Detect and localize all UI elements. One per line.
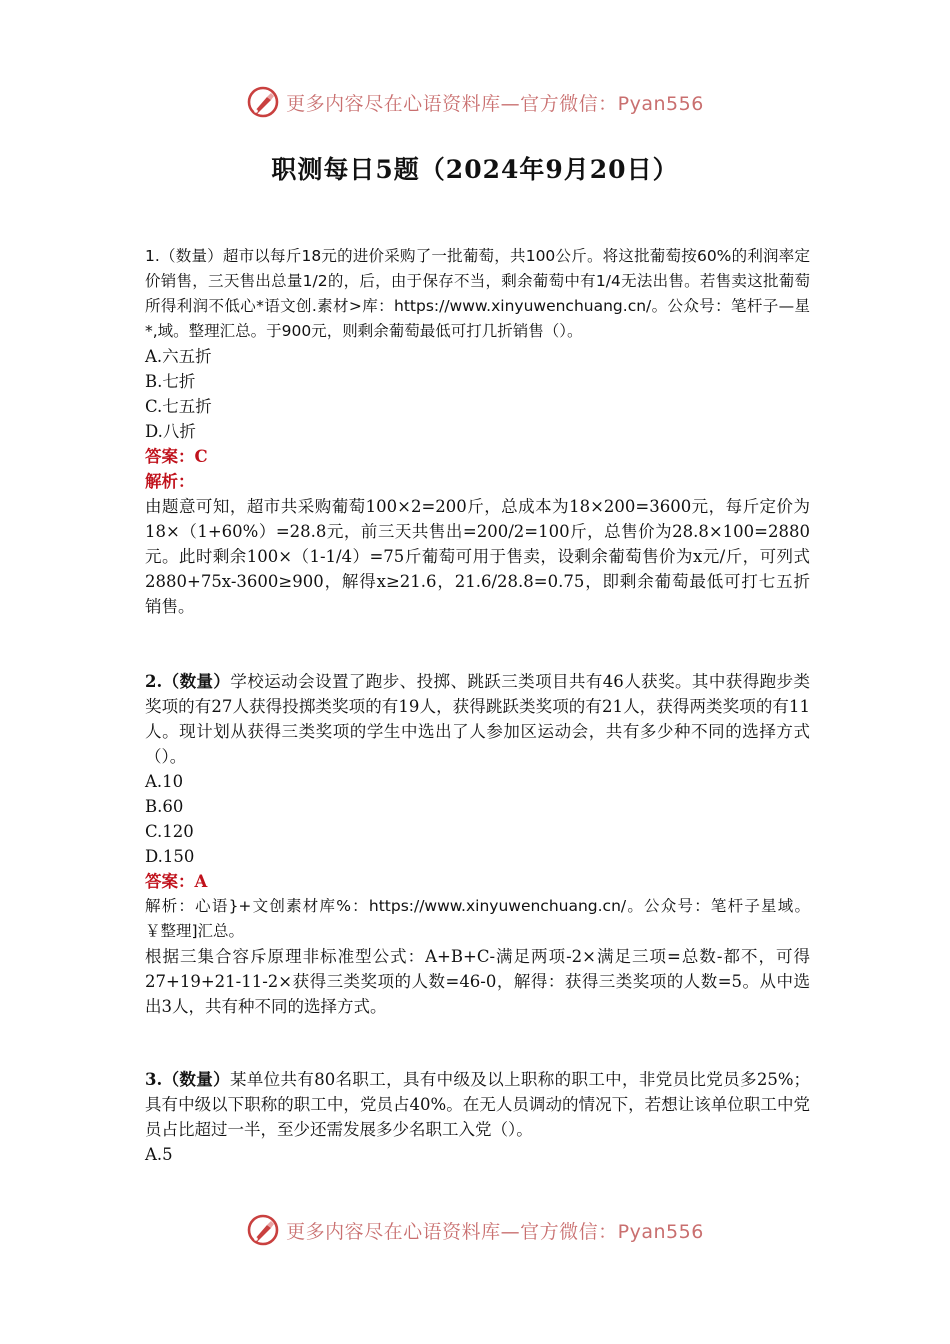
q3-label: 3.（数量） — [145, 1070, 230, 1089]
q3-option-a: A.5 — [145, 1145, 173, 1164]
q2-stem-block — [145, 669, 810, 769]
q3-stem-block — [145, 1067, 810, 1142]
q2-stem: 学校运动会设置了跑步、投掷、跳跃三类项目共有46人获奖。其中获得跑步类奖项的有27人获得投掷类奖项的有19人，获得跳跃类奖项的有21人，获得两类奖项的有11人。现计划从获得三类奖项的学生中选出了人参加区运动会，共有多少种不同的选择方式（）。 — [145, 672, 810, 766]
q1-stem: 1.（数量）超市以每斤18元的进价采购了一批葡萄，共100公斤。将这批葡萄按60%的利润率定价销售，三天售出总量1/2的，后，由于保存不当，剩余葡萄中有1/4无法出售。若售卖这批葡萄所得利润不低心*语文创.素材>库：https://www.xinyuwenchuang.cn/。公众号：笔杆子—星*,域。整理汇总。于900元，则剩余葡萄最低可打几折销售（）。 — [145, 247, 810, 340]
q2-option-a: A.10 — [145, 772, 184, 791]
page-title: 职测每日5题（2024年9月20日） — [271, 155, 679, 184]
q2-analysis: 根据三集合容斥原理非标准型公式：A+B+C-满足两项-2×满足三项=总数-都不，可得27+19+21-11-2×获得三类奖项的人数=46-0，解得：获得三类奖项的人数=5。从中选出3人，共有种不同的选择方式。 — [145, 947, 810, 1016]
q1-option-b: B.七折 — [145, 372, 196, 391]
q1-option-d: D.八折 — [145, 422, 196, 441]
q3-stem: 某单位共有80名职工，具有中级及以上职称的职工中，非党员比党员多25%；具有中级以下职称的职工中，党员占40%。在无人员调动的情况下，若想让该单位职工中党员占比超过一半，至少还需发展多少名职工入党（）。 — [145, 1070, 810, 1139]
q1-answer: 答案：C — [145, 447, 208, 466]
q2-answer: 答案：A — [145, 872, 208, 891]
q2-option-b: B.60 — [145, 797, 184, 816]
q1-option-c: C.七五折 — [145, 397, 212, 416]
q1-option-a: A.六五折 — [145, 347, 212, 366]
q2-option-d: D.150 — [145, 847, 195, 866]
section-spacer — [145, 619, 810, 669]
banner-text: 更多内容尽在心语资料库—官方微信：Pyan556 — [286, 1220, 704, 1243]
document-body — [145, 244, 810, 1167]
pen-nib-logo-icon — [246, 1213, 280, 1247]
section-spacer — [145, 1019, 810, 1067]
bottom-banner — [0, 1210, 950, 1250]
pen-nib-logo-icon — [246, 85, 280, 119]
q2-label: 2.（数量） — [145, 672, 231, 691]
q1-analysis-label: 解析： — [145, 472, 195, 491]
top-banner — [0, 82, 950, 122]
q2-option-c: C.120 — [145, 822, 194, 841]
q2-note: 解析：心语}+文创素材库%：https://www.xinyuwenchuang.cn/。公众号：笔杆子星域。￥整理]汇总。 — [145, 897, 810, 940]
banner-text: 更多内容尽在心语资料库—官方微信：Pyan556 — [286, 92, 704, 115]
q1-analysis: 由题意可知，超市共采购葡萄100×2=200斤，总成本为18×200=3600元，每斤定价为18×（1+60%）=28.8元，前三天共售出=200/2=100斤，总售价为28.8×100=2880元。此时剩余100×（1-1/4）=75斤葡萄可用于售卖，设剩余葡萄售价为x元/斤，可列式2880+75x-3600≥900，解得x≥21.6，21.6/28.8=0.75，即剩余葡萄最低可打七五折销售。 — [145, 497, 810, 616]
